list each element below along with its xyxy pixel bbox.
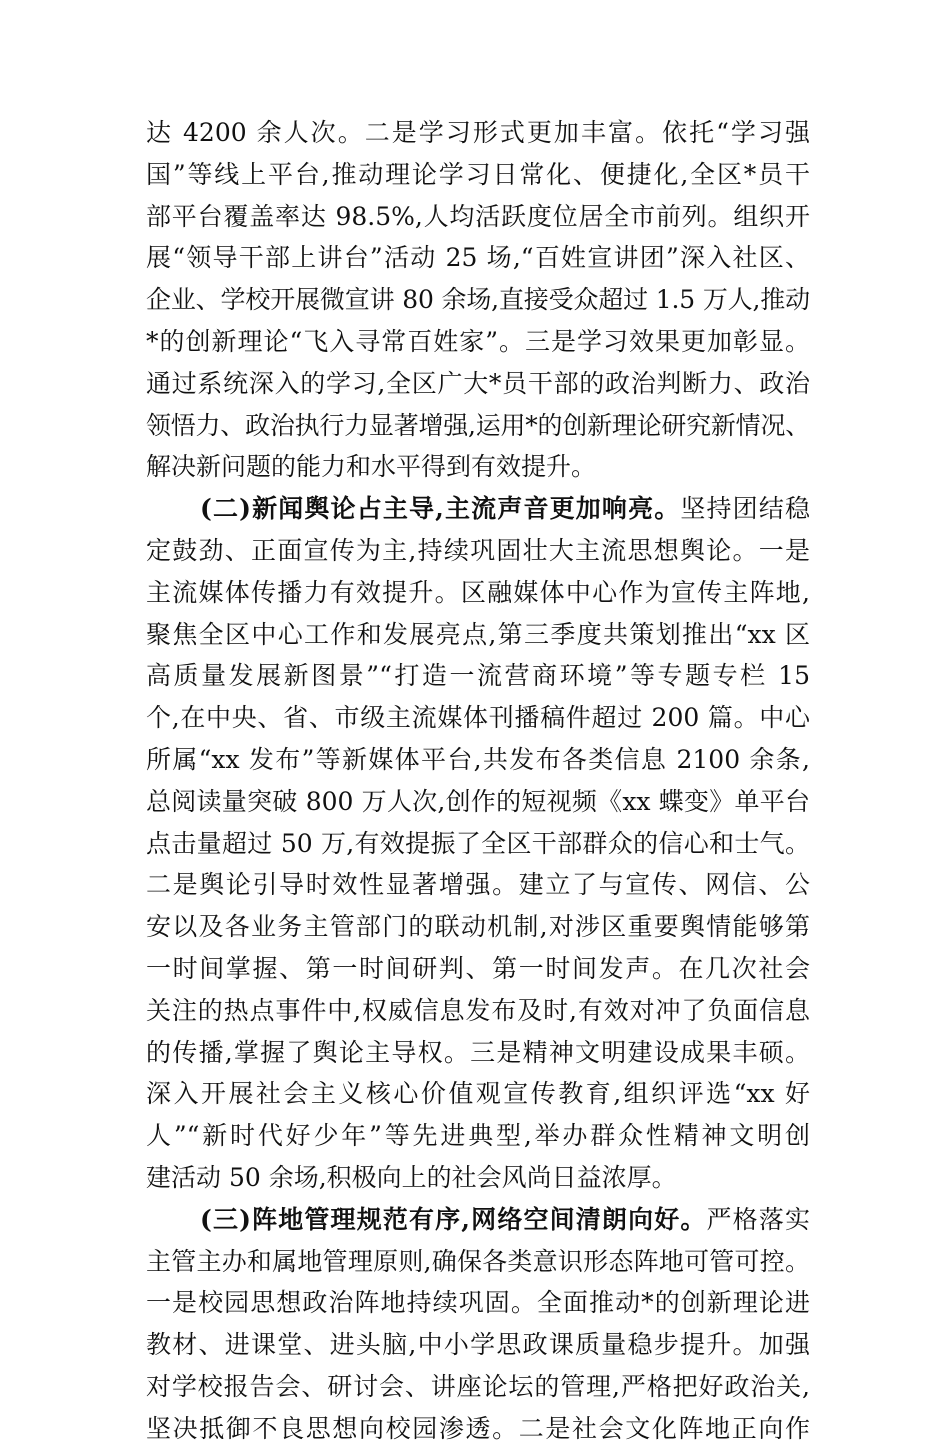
text-line: 解决新问题的能力和水平得到有效提升。 xyxy=(146,452,597,482)
text-line: 教材、进课堂、进头脑,中小学思政课质量稳步提升。加强 xyxy=(146,1330,810,1360)
text-line: 所属“xx 发布”等新媒体平台,共发布各类信息 2100 余条, xyxy=(146,744,810,774)
text-line: 个,在中央、省、市级主流媒体刊播稿件超过 200 篇。中心 xyxy=(146,703,810,733)
paragraph-news-opinion xyxy=(146,488,810,1199)
paragraph-position-management xyxy=(146,1199,810,1450)
document-body xyxy=(146,112,810,1450)
text-line: 主流媒体传播力有效提升。区融媒体中心作为宣传主阵地, xyxy=(146,577,810,607)
text-line: 通过系统深入的学习,全区广大*员干部的政治判断力、政治 xyxy=(146,368,810,398)
text-line: 企业、学校开展微宣讲 80 余场,直接受众超过 1.5 万人,推动 xyxy=(146,285,810,315)
text-line: 达 4200 余人次。二是学习形式更加丰富。依托“学习强 xyxy=(146,118,810,147)
text-line: 展“领导干部上讲台”活动 25 场,“百姓宣讲团”深入社区、 xyxy=(146,243,810,273)
section-first-line xyxy=(146,488,810,530)
section-first-line xyxy=(146,1199,810,1241)
section-first-line-text: 严格落实 xyxy=(706,1204,810,1234)
section-heading: (二)新闻舆论占主导,主流声音更加响亮。 xyxy=(200,494,681,524)
text-line: 高质量发展新图景”“打造一流营商环境”等专题专栏 15 xyxy=(146,661,810,691)
text-line: 国”等线上平台,推动理论学习日常化、便捷化,全区*员干 xyxy=(146,159,810,189)
paragraph-study-results xyxy=(146,112,810,488)
text-line: 点击量超过 50 万,有效提振了全区干部群众的信心和士气。 xyxy=(146,828,810,858)
text-line: 主管主办和属地管理原则,确保各类意识形态阵地可管可控。 xyxy=(146,1246,810,1276)
text-line: 关注的热点事件中,权威信息发布及时,有效对冲了负面信息 xyxy=(146,995,810,1025)
text-line: *的创新理论“飞入寻常百姓家”。三是学习效果更加彰显。 xyxy=(146,326,810,356)
text-line: 部平台覆盖率达 98.5%,人均活跃度位居全市前列。组织开 xyxy=(146,201,810,231)
text-line: 人”“新时代好少年”等先进典型,举办群众性精神文明创 xyxy=(146,1121,810,1151)
text-line: 深入开展社会主义核心价值观宣传教育,组织评选“xx 好 xyxy=(146,1079,810,1109)
text-line: 安以及各业务主管部门的联动机制,对涉区重要舆情能够第 xyxy=(146,912,810,942)
text-line: 聚焦全区中心工作和发展亮点,第三季度共策划推出“xx 区 xyxy=(146,619,810,649)
text-line: 一是校园思想政治阵地持续巩固。全面推动*的创新理论进 xyxy=(146,1288,810,1318)
text-line: 对学校报告会、研讨会、讲座论坛的管理,严格把好政治关, xyxy=(146,1371,810,1401)
text-line: 建活动 50 余场,积极向上的社会风尚日益浓厚。 xyxy=(146,1162,677,1192)
text-line: 二是舆论引导时效性显著增强。建立了与宣传、网信、公 xyxy=(146,870,810,900)
text-line: 坚决抵御不良思想向校园渗透。二是社会文化阵地正向作 xyxy=(146,1413,810,1443)
text-line: 一时间掌握、第一时间研判、第一时间发声。在几次社会 xyxy=(146,953,810,983)
text-line: 总阅读量突破 800 万人次,创作的短视频《xx 蝶变》单平台 xyxy=(146,786,810,816)
section-heading: (三)阵地管理规范有序,网络空间清朗向好。 xyxy=(200,1204,707,1234)
text-line: 领悟力、政治执行力显著增强,运用*的创新理论研究新情况、 xyxy=(146,410,810,440)
text-line: 定鼓劲、正面宣传为主,持续巩固壮大主流思想舆论。一是 xyxy=(146,535,810,565)
section-first-line-text: 坚持团结稳 xyxy=(680,494,810,524)
text-line: 的传播,掌握了舆论主导权。三是精神文明建设成果丰硕。 xyxy=(146,1037,810,1067)
